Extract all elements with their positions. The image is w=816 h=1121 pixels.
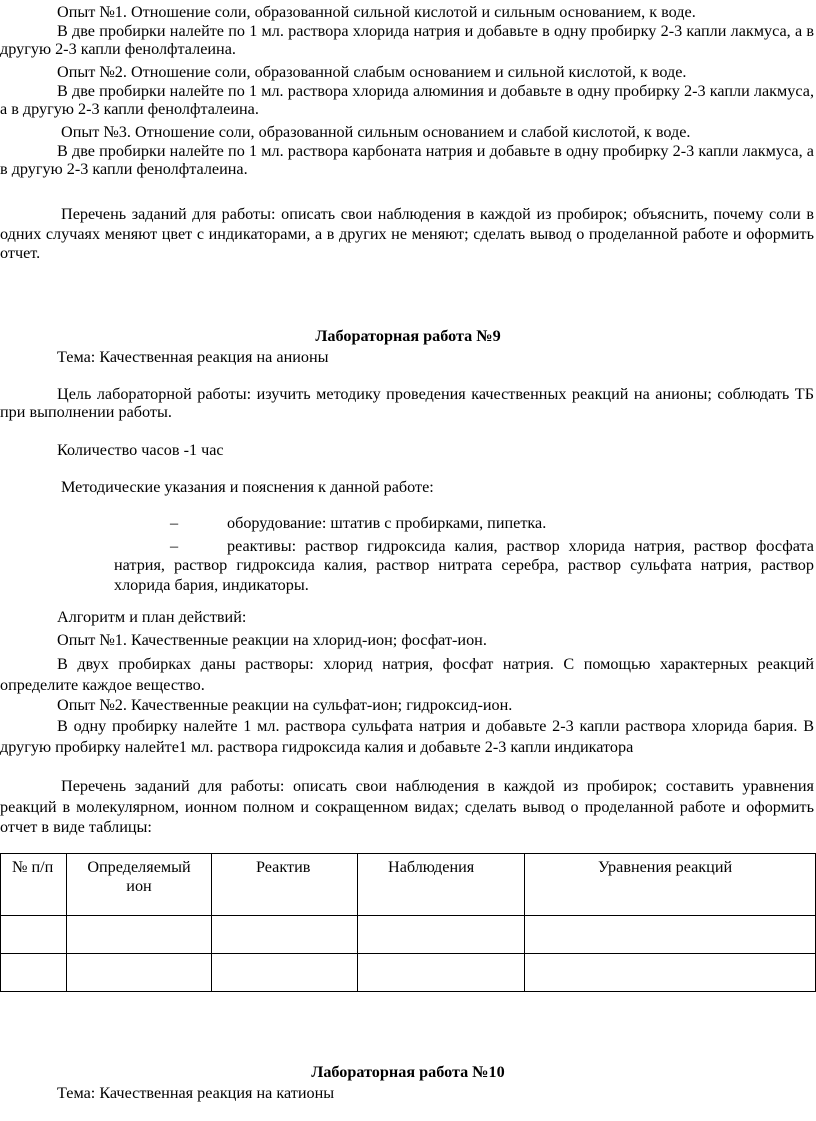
lab10-theme: Тема: Качественная реакция на катионы [57,1084,335,1102]
lab10-heading: Лабораторная работа №10 [311,1063,505,1081]
dash-bullet: – [170,537,179,555]
lab9-reagents: реактивы: раствор гидроксида калия, раствор хлорида натрия, раствор фосфата натрия, раствор гидроксида калия, раствор нитрата серебра, раствор сульфата натрия, раствор хлорида бария, индикаторы. [114,537,814,594]
table-cell [212,916,358,954]
report-table [0,853,816,992]
table-cell [212,954,358,992]
lab9-hours: Количество часов -1 час [57,441,224,459]
header-reagent: Реактив [212,854,358,916]
lab9-equipment: оборудование: штатив с пробирками, пипетка. [227,514,547,532]
header-equations: Уравнения реакций [525,854,816,916]
exp3-salt-title: Опыт №3. Отношение соли, образованной сильным основанием и слабой кислотой, к воде. [61,123,691,141]
header-number: № п/п [1,854,67,916]
lab9-exp1-text: В двух пробирках даны растворы: хлорид натрия, фосфат натрия. С помощью характерных реакций определите каждое вещество. [0,655,814,694]
tasks-paragraph-salts: Перечень заданий для работы: описать свои наблюдения в каждой из пробирок; объяснить, почему соли в одних случаях меняют цвет с индикаторами, а в других не меняют; сделать вывод о проделанной работе и оформить отчет. [0,205,814,262]
header-ion-label: Определяемый ион [87,858,191,895]
exp1-salt-text: В две пробирки налейте по 1 мл. раствора хлорида натрия и добавьте в одну пробирку 2-3 капли лакмуса, а в другую 2-3 капли фенолфталеина. [0,22,814,59]
table-row [1,954,816,992]
table-cell [525,954,816,992]
table-cell [1,954,67,992]
exp2-salt-text: В две пробирки налейте по 1 мл. раствора хлорида алюминия и добавьте в одну пробирку 2-3 капли лакмуса, а в другую 2-3 капли фенолфталеина. [0,82,814,119]
table-cell [67,954,212,992]
table-cell [358,954,525,992]
header-ion [67,854,212,916]
lab9-theme: Тема: Качественная реакция на анионы [57,348,329,366]
exp2-salt-title: Опыт №2. Отношение соли, образованной слабым основанием и сильной кислотой, к воде. [57,63,687,81]
table-cell [525,916,816,954]
lab9-exp1-title: Опыт №1. Качественные реакции на хлорид-ион; фосфат-ион. [57,631,487,649]
exp1-salt-title: Опыт №1. Отношение соли, образованной сильной кислотой и сильным основанием, к воде. [57,3,696,21]
lab9-exp2-title: Опыт №2. Качественные реакции на сульфат-ион; гидроксид-ион. [57,696,513,714]
table-row [1,916,816,954]
lab9-method: Методические указания и пояснения к данной работе: [61,478,434,496]
table-header-row [1,854,816,916]
exp3-salt-text: В две пробирки налейте по 1 мл. раствора карбоната натрия и добавьте в одну пробирку 2-3 капли лакмуса, а в другую 2-3 капли фенолфталеина. [0,142,814,179]
table-cell [1,916,67,954]
lab9-goal: Цель лабораторной работы: изучить методику проведения качественных реакций на анионы; соблюдать ТБ при выполнении работы. [0,385,814,422]
lab9-exp2-text: В одну пробирку налейте 1 мл. раствора сульфата натрия и добавьте 2-3 капли раствора хлорида бария. В другую пробирку налейте1 мл. раствора гидроксида калия и добавьте 2-3 капли индикатора [0,717,814,756]
table-cell [67,916,212,954]
lab9-heading: Лабораторная работа №9 [315,327,501,345]
table-cell [358,916,525,954]
lab9-tasks: Перечень заданий для работы: описать свои наблюдения в каждой из пробирок; составить уравнения реакций в молекулярном, ионном полном и сокращенном видах; сделать вывод о проделанной работе и оформить отчет в виде таблицы: [0,777,814,836]
dash-bullet: – [170,514,179,532]
header-observations: Наблюдения [358,854,525,916]
lab9-algorithm: Алгоритм и план действий: [57,608,247,626]
